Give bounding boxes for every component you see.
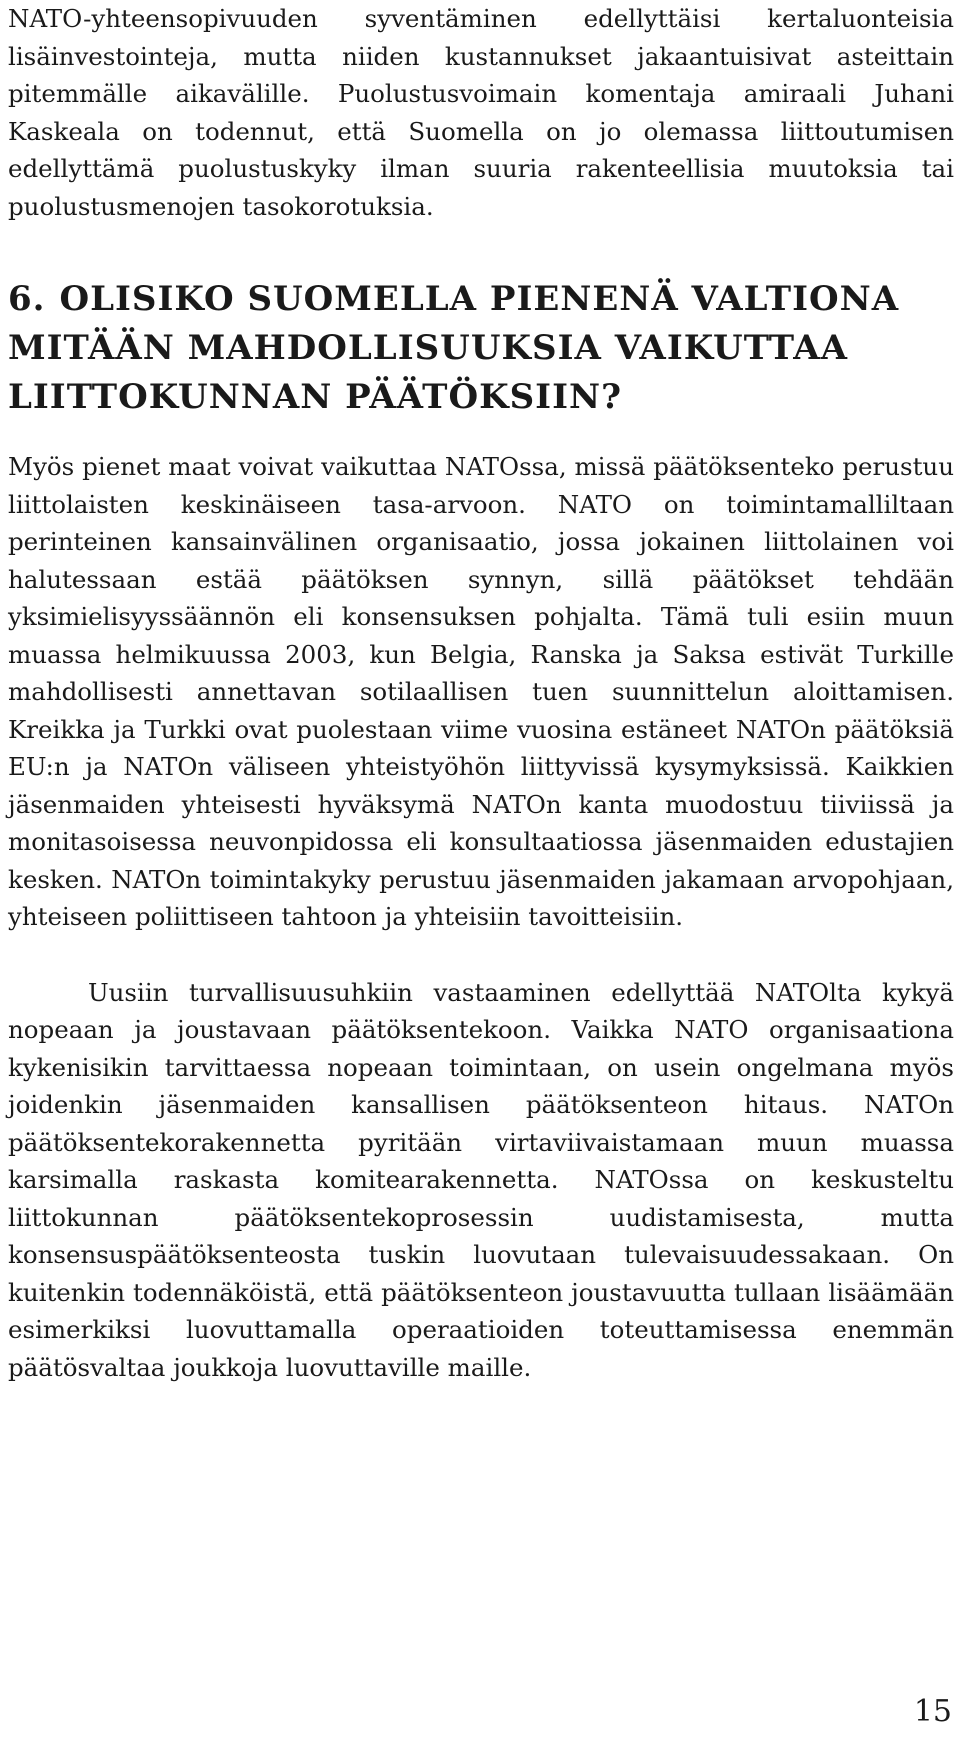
document-page: [8, 0, 954, 1386]
body-paragraph-1: Myös pienet maat voivat vaikuttaa NATOssa, missä päätöksenteko perustuu liittolaisten keskinäiseen tasa-arvoon. NATO on toimintamalliltaan perinteinen kansainvälinen organisaatio, jossa jokainen liittolainen voi halutessaan estää päätöksen synnyn, sillä päätökset tehdään yksimielisyyssäännön eli konsensuksen pohjalta. Tämä tuli esiin muun muassa helmikuussa 2003, kun Belgia, Ranska ja Saksa estivät Turkille mahdollisesti annettavan sotilaallisen tuen suunnittelun aloittamisen. Kreikka ja Turkki ovat puolestaan viime vuosina estäneet NATOn päätöksiä EU:n ja NATOn väliseen yhteistyöhön liittyvissä kysymyksissä. Kaikkien jäsenmaiden yhteisesti hyväksymä NATOn kanta muodostuu tiiviissä ja monitasoisessa neuvonpidossa eli konsultaatiossa jäsenmaiden edustajien kesken. NATOn toimintakyky perustuu jäsenmaiden jakamaan arvopohjaan, yhteiseen poliittiseen tahtoon ja yhteisiin tavoitteisiin.: [8, 452, 954, 931]
section-number: 6.: [8, 279, 46, 319]
body-paragraph-2: Uusiin turvallisuusuhkiin vastaaminen edellyttää NATOlta kykyä nopeaan ja joustavaan päätöksentekoon. Vaikka NATO organisaationa kykenisikin tarvittaessa nopeaan toimintaan, on usein ongelmana myös joidenkin jäsenmaiden kansallisen päätöksenteon hitaus. NATOn päätöksentekorakennetta pyritään virtaviivaistamaan muun muassa karsimalla raskasta komitearakennetta. NATOssa on keskusteltu liittokunnan päätöksentekoprosessin uudistamisesta, mutta konsensuspäätöksenteosta tuskin luovutaan tulevaisuudessakaan. On kuitenkin todennäköistä, että päätöksenteon joustavuutta tullaan lisäämään esimerkiksi luovuttamalla operaatioiden toteuttamisessa enemmän päätösvaltaa joukkoja luovuttaville maille.: [8, 977, 954, 1382]
page-number: 15: [913, 1694, 952, 1729]
section-title: OLISIKO SUOMELLA PIENENÄ VALTIONA MITÄÄN MAHDOLLISUUKSIA VAIKUTTAA LIITTOKUNNAN PÄÄTÖKSIIN?: [8, 279, 900, 417]
section-heading: [8, 275, 954, 422]
intro-paragraph: NATO-yhteensopivuuden syventäminen edellyttäisi kertaluonteisia lisäinvestointeja, mutta niiden kustannukset jakaantuisivat asteittain pitemmälle aikavälille. Puolustusvoimain komentaja amiraali Juhani Kaskeala on todennut, että Suomella on jo olemassa liittoutumisen edellyttämä puolustuskyky ilman suuria rakenteellisia muutoksia tai puolustusmenojen tasokorotuksia.: [8, 4, 954, 221]
